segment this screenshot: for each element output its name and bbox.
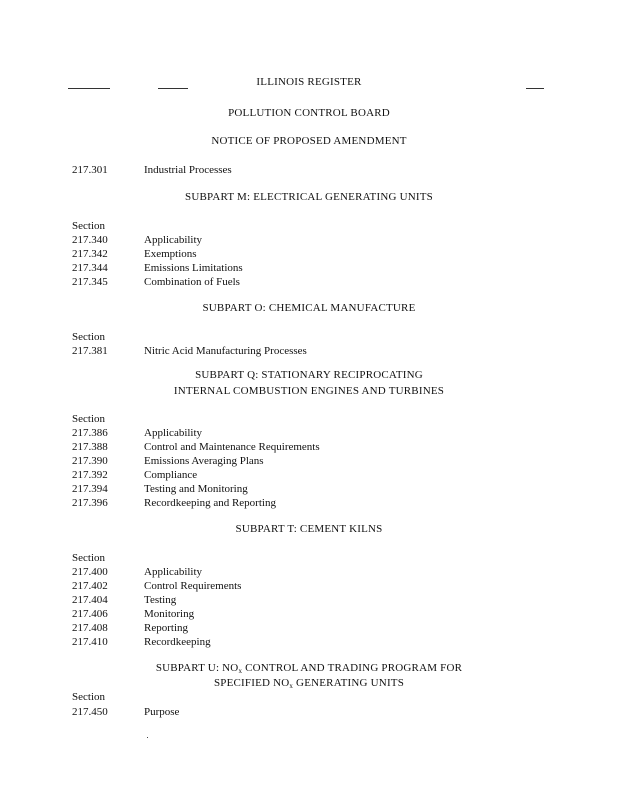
section-title: Applicability <box>144 566 203 578</box>
section-title: Reporting <box>144 622 188 634</box>
subpart-m-heading: SUBPART M: ELECTRICAL GENERATING UNITS <box>185 191 433 203</box>
section-number: 217.386 <box>72 427 108 439</box>
table-row <box>72 496 276 510</box>
section-title: Monitoring <box>144 608 195 620</box>
section-title: Recordkeeping <box>144 636 211 648</box>
section-number: 217.340 <box>72 234 108 246</box>
subpart-t-heading: SUBPART T: CEMENT KILNS <box>235 523 383 535</box>
section-label: Section <box>72 220 105 232</box>
section-title: Applicability <box>144 234 203 246</box>
agency-title: POLLUTION CONTROL BOARD <box>228 107 390 119</box>
register-title: ILLINOIS REGISTER <box>256 76 362 88</box>
table-row <box>72 454 264 468</box>
subpart-u-heading-line2: SPECIFIED $NO_x$ GENERATING UNITS <box>213 677 405 690</box>
section-title: Applicability <box>144 427 203 439</box>
table-row <box>72 468 197 482</box>
header-rule-left <box>68 88 110 89</box>
table-row <box>72 565 202 579</box>
subpart-q-heading: SUBPART Q: STATIONARY RECIPROCATING <box>195 369 423 381</box>
table-row <box>72 344 307 358</box>
section-number: 217.450 <box>72 706 108 718</box>
table-row <box>72 261 243 275</box>
table-row <box>72 275 240 289</box>
section-title: Exemptions <box>144 248 197 260</box>
lead-row <box>72 163 232 177</box>
section-label: Section <box>72 331 105 343</box>
section-number: 217.392 <box>72 469 108 481</box>
section-number: 217.408 <box>72 622 108 634</box>
table-row <box>72 247 197 261</box>
subpart-q-heading-line2: INTERNAL COMBUSTION ENGINES AND TURBINES <box>173 385 445 397</box>
notice-title: NOTICE OF PROPOSED AMENDMENT <box>211 135 407 147</box>
table-row <box>72 482 248 496</box>
section-number: 217.410 <box>72 636 108 648</box>
subpart-u-heading: SUBPART U: $NO_x$ CONTROL AND TRADING PROGRAM FOR <box>155 662 463 675</box>
section-number: 217.406 <box>72 608 108 620</box>
table-row <box>72 579 241 593</box>
section-label: Section <box>72 691 105 703</box>
section-title: Nitric Acid Manufacturing Processes <box>144 345 307 357</box>
section-title: Industrial Processes <box>144 164 232 176</box>
subpart-o-heading: SUBPART O: CHEMICAL MANUFACTURE <box>202 302 416 314</box>
section-number: 217.404 <box>72 594 108 606</box>
table-row <box>72 705 179 719</box>
section-label: Section <box>72 413 105 425</box>
table-row <box>72 621 188 635</box>
section-number: 217.400 <box>72 566 108 578</box>
section-title: Control Requirements <box>144 580 242 592</box>
stray-mark <box>147 737 148 738</box>
section-number: 217.381 <box>72 345 108 357</box>
section-number: 217.301 <box>72 164 108 176</box>
section-title: Emissions Limitations <box>144 262 243 274</box>
section-number: 217.345 <box>72 276 108 288</box>
section-title: Testing <box>144 594 177 606</box>
section-title: Compliance <box>144 469 198 481</box>
section-title: Combination of Fuels <box>144 276 240 288</box>
section-title: Emissions Averaging Plans <box>144 455 264 467</box>
table-row <box>72 440 320 454</box>
header-rule-right <box>526 88 544 89</box>
section-number: 217.396 <box>72 497 108 509</box>
section-title: Control and Maintenance Requirements <box>144 441 320 453</box>
section-number: 217.394 <box>72 483 108 495</box>
section-number: 217.390 <box>72 455 108 467</box>
section-title: Testing and Monitoring <box>144 483 248 495</box>
section-number: 217.388 <box>72 441 108 453</box>
section-number: 217.344 <box>72 262 108 274</box>
section-title: Recordkeeping and Reporting <box>144 497 276 509</box>
section-number: 217.402 <box>72 580 108 592</box>
section-label: Section <box>72 552 105 564</box>
table-row <box>72 635 211 649</box>
table-row <box>72 607 194 621</box>
section-title: Purpose <box>144 706 180 718</box>
section-number: 217.342 <box>72 248 108 260</box>
table-row <box>72 233 202 247</box>
table-row <box>72 426 202 440</box>
table-row <box>72 593 176 607</box>
header-rule-mid <box>158 88 188 89</box>
